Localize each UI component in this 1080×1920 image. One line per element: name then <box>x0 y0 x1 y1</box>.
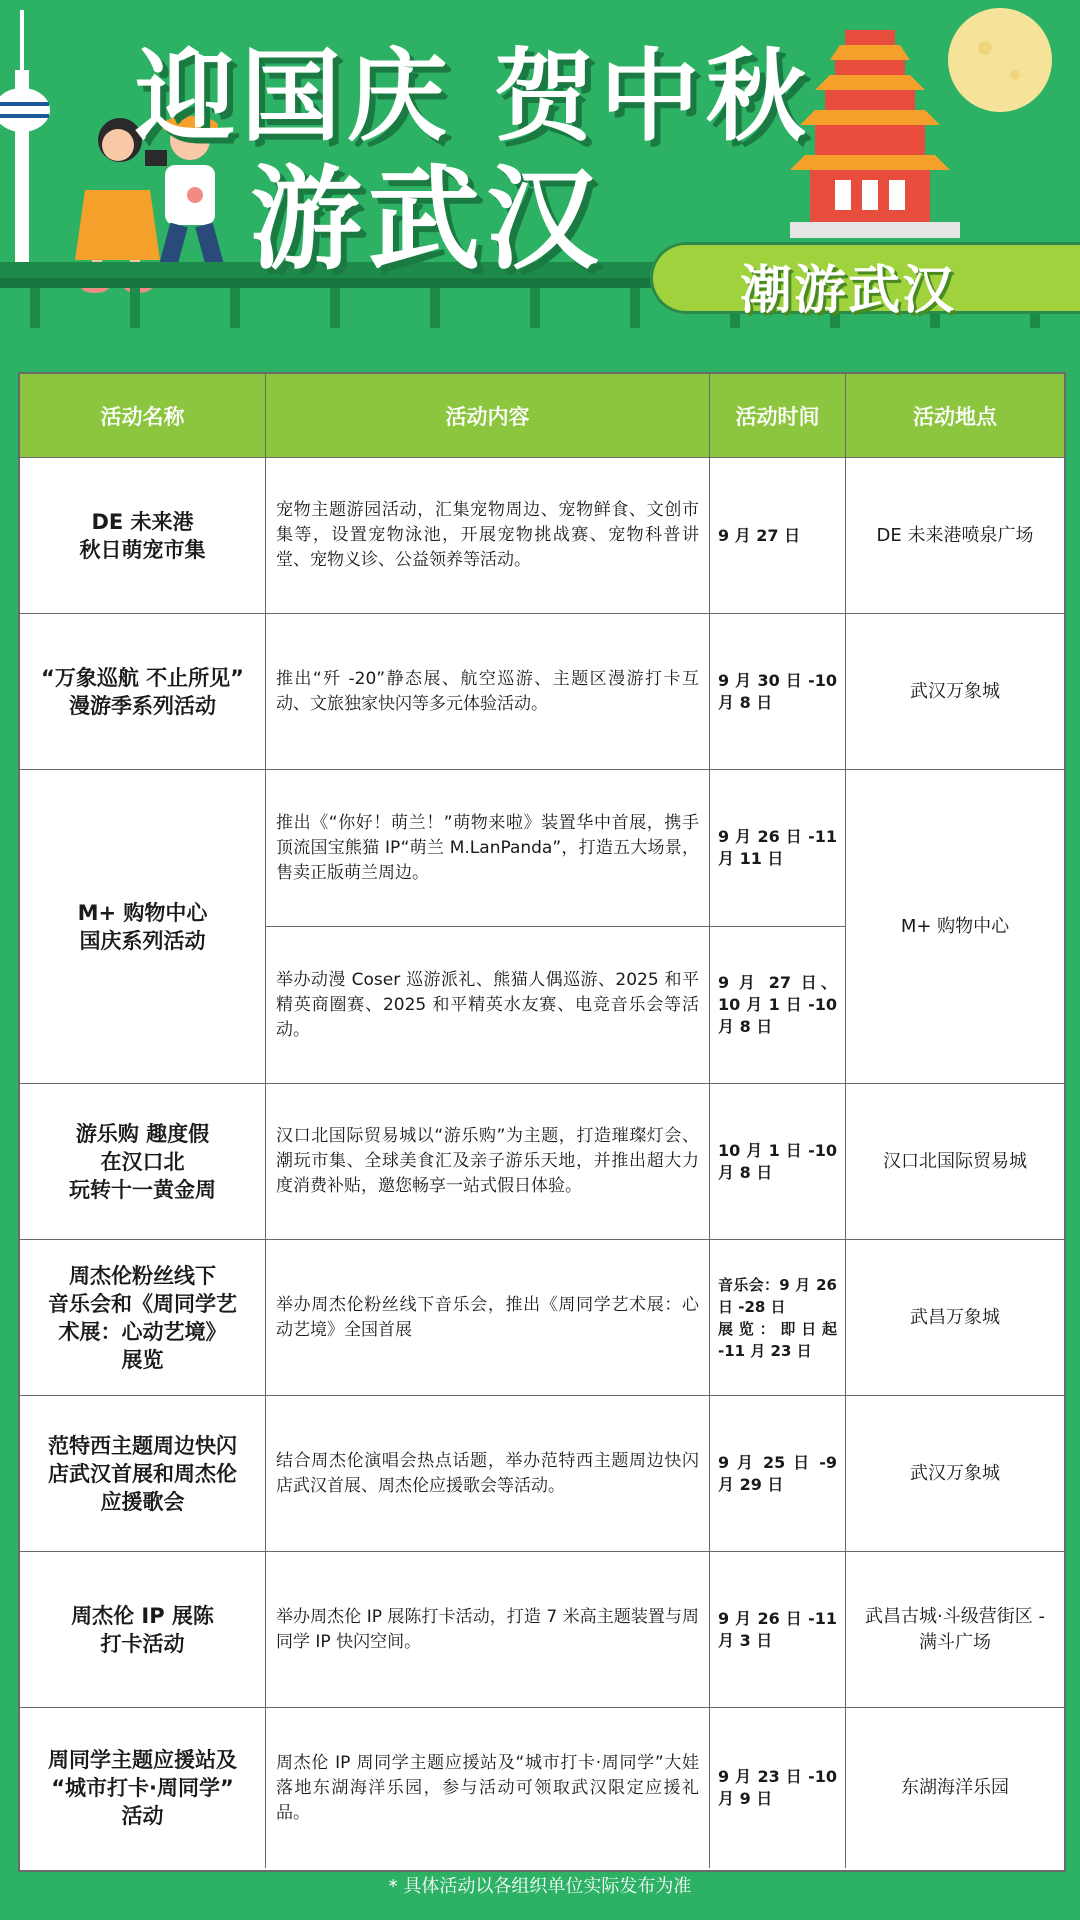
row-6-name: 范特西主题周边快闪 店武汉首展和周杰伦 应援歌会 <box>20 1396 266 1552</box>
header-place: 活动地点 <box>846 374 1064 458</box>
row-5-time: 音乐会：9 月 26 日 -28 日 展览：即日起 -11 月 23 日 <box>710 1240 846 1396</box>
tv-tower-icon <box>20 10 24 70</box>
footnote: * 具体活动以各组织单位实际发布为准 <box>388 1876 692 1897</box>
row-7-name: 周杰伦 IP 展陈 打卡活动 <box>20 1552 266 1708</box>
row-2-place: 武汉万象城 <box>846 614 1064 770</box>
row-4-content: 汉口北国际贸易城以“游乐购”为主题，打造璀璨灯会、潮玩市集、全球美食汇及亲子游乐天地，并推出超大力度消费补贴，邀您畅享一站式假日体验。 <box>266 1084 710 1240</box>
row-7-content: 举办周杰伦 IP 展陈打卡活动，打造 7 米高主题装置与周同学 IP 快闪空间。 <box>266 1552 710 1708</box>
subtitle: 潮游武汉 <box>740 261 957 321</box>
row-8-content: 周杰伦 IP 周同学主题应援站及“城市打卡·周同学”大娃落地东湖海洋乐园，参与活动可领取武汉限定应援礼品。 <box>266 1708 710 1868</box>
row-1-name: DE 未来港 秋日萌宠市集 <box>20 458 266 614</box>
row-5-content: 举办周杰伦粉丝线下音乐会，推出《周同学艺术展：心动艺境》全国首展 <box>266 1240 710 1396</box>
row-2-name: “万象巡航 不止所见” 漫游季系列活动 <box>20 614 266 770</box>
row-3-content-b: 举办动漫 Coser 巡游派礼、熊猫人偶巡游、2025 和平精英商圈赛、2025 和平精英水友赛、电竞音乐会等活动。 <box>266 927 710 1084</box>
title-line-1: 迎国庆 贺中秋 <box>135 38 812 155</box>
row-1-time: 9 月 27 日 <box>710 458 846 614</box>
row-3-place: M+ 购物中心 <box>846 770 1064 1084</box>
banner <box>0 0 1080 340</box>
row-2-time: 9 月 30 日 -10 月 8 日 <box>710 614 846 770</box>
row-1-content: 宠物主题游园活动，汇集宠物周边、宠物鲜食、文创市集等，设置宠物泳池，开展宠物挑战赛、宠物科普讲堂、宠物义诊、公益领养等活动。 <box>266 458 710 614</box>
row-6-time: 9 月 25 日 -9 月 29 日 <box>710 1396 846 1552</box>
row-2-content: 推出“歼 -20”静态展、航空巡游、主题区漫游打卡互动、文旅独家快闪等多元体验活动。 <box>266 614 710 770</box>
row-3-name: M+ 购物中心 国庆系列活动 <box>20 770 266 1084</box>
row-8-name: 周同学主题应援站及 “城市打卡·周同学” 活动 <box>20 1708 266 1868</box>
title-line-2: 游武汉 <box>250 155 604 285</box>
row-5-place: 武昌万象城 <box>846 1240 1064 1396</box>
activity-table <box>18 372 1066 1872</box>
row-7-time: 9 月 26 日 -11 月 3 日 <box>710 1552 846 1708</box>
row-1-place: DE 未来港喷泉广场 <box>846 458 1064 614</box>
row-6-content: 结合周杰伦演唱会热点话题，举办范特西主题周边快闪店武汉首展、周杰伦应援歌会等活动。 <box>266 1396 710 1552</box>
row-6-place: 武汉万象城 <box>846 1396 1064 1552</box>
row-7-place: 武昌古城·斗级营街区 - 满斗广场 <box>846 1552 1064 1708</box>
row-3-time-a: 9 月 26 日 -11 月 11 日 <box>710 770 846 927</box>
row-8-time: 9 月 23 日 -10 月 9 日 <box>710 1708 846 1868</box>
row-4-place: 汉口北国际贸易城 <box>846 1084 1064 1240</box>
header-time: 活动时间 <box>710 374 846 458</box>
row-4-time: 10 月 1 日 -10 月 8 日 <box>710 1084 846 1240</box>
pagoda-icon <box>790 30 960 238</box>
moon-icon <box>948 8 1052 112</box>
row-8-place: 东湖海洋乐园 <box>901 1777 1009 1798</box>
header-name: 活动名称 <box>20 374 266 458</box>
row-4-name: 游乐购 趣度假 在汉口北 玩转十一黄金周 <box>20 1084 266 1240</box>
row-5-name: 周杰伦粉丝线下 音乐会和《周同学艺 术展：心动艺境》 展览 <box>20 1240 266 1396</box>
row-3-content-a: 推出《“你好！萌兰！”萌物来啦》装置华中首展，携手顶流国宝熊猫 IP“萌兰 M.LanPanda”，打造五大场景，售卖正版萌兰周边。 <box>266 770 710 927</box>
row-3-time-b: 9 月 27 日、10 月 1 日 -10 月 8 日 <box>710 927 846 1084</box>
header-content: 活动内容 <box>266 374 710 458</box>
